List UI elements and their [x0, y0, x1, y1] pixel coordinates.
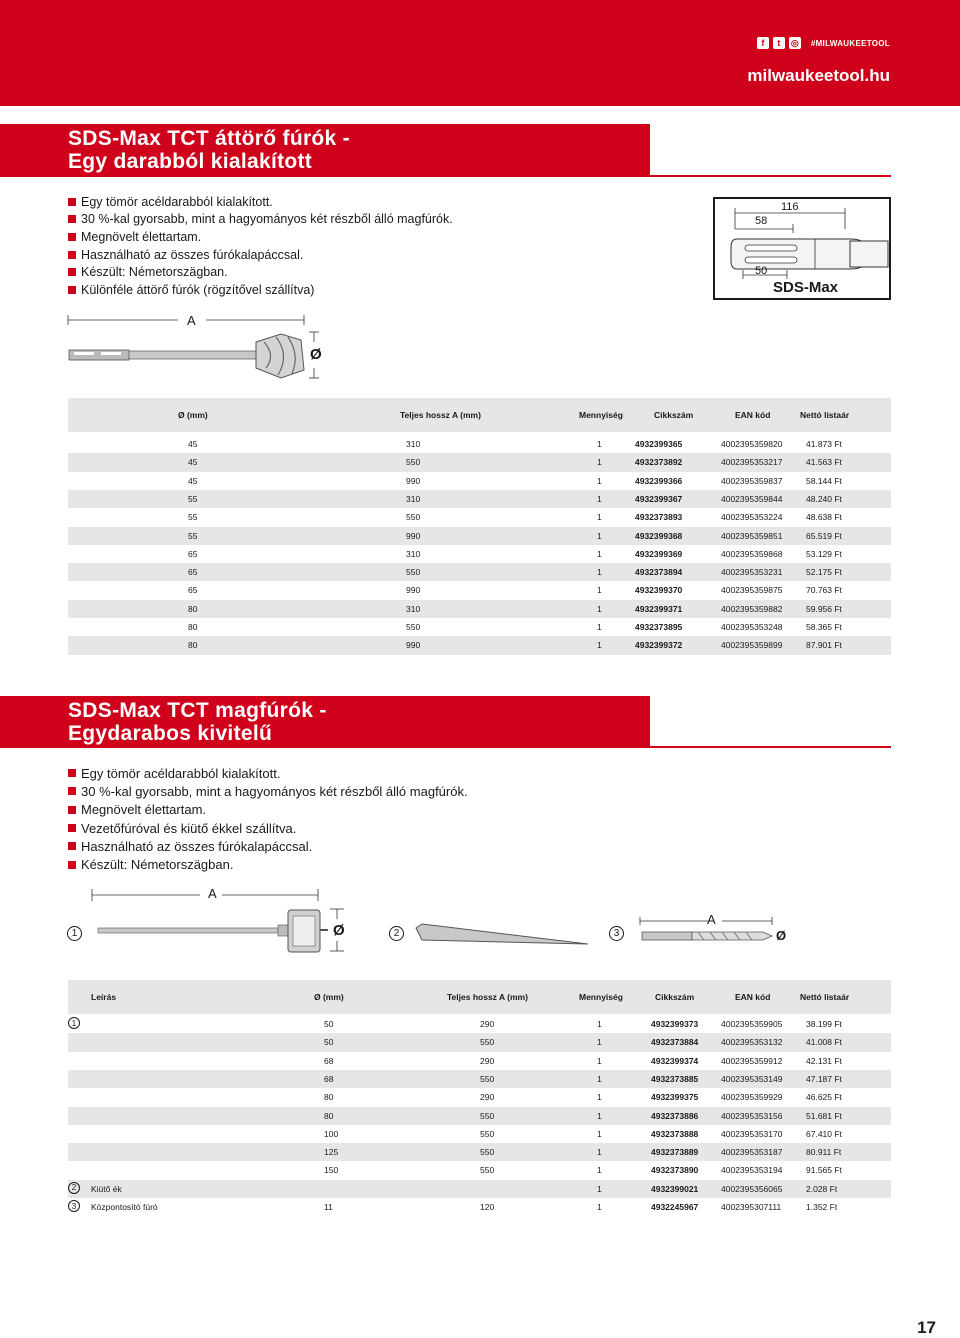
table-cell: 4932373893	[635, 512, 683, 523]
table-cell: 4932373890	[651, 1165, 699, 1176]
table-cell: 68	[324, 1055, 334, 1066]
table-cell: 4932399373	[651, 1019, 699, 1029]
table-cell: 550	[480, 1128, 495, 1139]
section2-title-line2: Egydarabos kivitelű	[68, 722, 273, 745]
bullet-text: Készült: Németorszägban.	[81, 265, 228, 280]
facebook-icon[interactable]: f	[757, 37, 769, 49]
table-cell: 70.763 Ft	[806, 585, 842, 596]
table-cell: 1	[597, 1037, 602, 1048]
section1-table-header	[68, 398, 891, 432]
table-cell: 4002395353156	[721, 1110, 783, 1121]
header-bar	[0, 0, 960, 106]
table-cell: 1	[597, 493, 602, 504]
table-row	[68, 563, 891, 581]
table-cell: 550	[406, 622, 421, 632]
table-cell: 1	[597, 640, 602, 651]
bullet-text: Használható az összes fúrókalapáccsal.	[81, 838, 313, 854]
table-cell: 100	[324, 1128, 339, 1139]
table-cell: 65	[188, 548, 198, 559]
table-cell: 45	[188, 439, 198, 449]
table-cell: 4002395359851	[721, 530, 783, 541]
col-length: Teljes hossz A (mm)	[400, 410, 481, 420]
table-cell: 68	[324, 1073, 334, 1084]
section1-bullets	[68, 193, 453, 299]
col-price: Nettó listaár	[800, 992, 850, 1002]
table-cell: 46.625 Ft	[806, 1092, 842, 1103]
table-cell: 290	[480, 1055, 495, 1066]
bullet-text: Használható az összes fúrókalapáccsal.	[81, 247, 304, 262]
table-cell: 1	[597, 457, 602, 468]
table-cell: 4002395307111	[721, 1202, 782, 1212]
table-cell: 80	[324, 1092, 334, 1103]
table-cell: 125	[324, 1147, 339, 1158]
bullet-text: Megnövelt élettartam.	[81, 229, 202, 244]
bullet-item	[68, 263, 453, 281]
table-row	[68, 600, 891, 618]
table-cell: 990	[406, 640, 421, 651]
table-cell: 48.638 Ft	[806, 512, 842, 523]
table-cell: 65	[188, 567, 198, 578]
table-cell: 1	[597, 1183, 602, 1194]
table-cell: 4002395359905	[721, 1019, 783, 1029]
table-row	[68, 1107, 891, 1125]
core-cutter-drawing	[66, 312, 336, 388]
table-row	[68, 1088, 891, 1106]
table-cell: 4002395359875	[721, 585, 783, 596]
section2-bullets	[68, 764, 468, 874]
table-row	[68, 1033, 891, 1051]
table-cell: 1	[597, 1165, 602, 1176]
page-number: 17	[917, 1318, 936, 1337]
bullet-text: Egy tömör acéldarabból kialakított.	[81, 765, 281, 781]
bullet-text: Készült: Németorszägban.	[81, 857, 234, 873]
table-cell: 550	[480, 1073, 495, 1084]
table-row	[68, 1143, 891, 1161]
core-bit-drawing	[90, 885, 350, 955]
table-row	[68, 545, 891, 563]
table-cell: 4932399370	[635, 585, 683, 596]
section1-dim-a: A	[187, 313, 196, 328]
bullet-item	[68, 281, 453, 299]
bullet-square-icon	[68, 198, 76, 206]
marker-1: 1	[67, 926, 82, 941]
bullet-item	[68, 228, 453, 246]
table-cell: 55	[188, 530, 198, 541]
table-cell: 310	[406, 548, 421, 559]
row-description: Kiütő ék	[91, 1183, 122, 1194]
table-cell: 4932399366	[635, 475, 683, 486]
social-links	[757, 37, 890, 49]
table-cell: 550	[406, 457, 421, 468]
marker-2: 2	[389, 926, 404, 941]
table-cell: 990	[406, 530, 421, 541]
table-row	[68, 618, 891, 636]
hashtag: #MILWAUKEETOOL	[810, 38, 890, 48]
table-cell: 4002395353149	[721, 1073, 783, 1084]
bullet-square-icon	[68, 286, 76, 294]
table-cell: 47.187 Ft	[806, 1073, 842, 1084]
table-cell: 1	[597, 512, 602, 523]
table-cell: 51.681 Ft	[806, 1110, 842, 1121]
table-cell: 4932373885	[651, 1073, 699, 1084]
table-cell: 4002395353217	[721, 457, 783, 468]
bullet-item	[68, 837, 468, 855]
table-cell: 4002395359868	[721, 548, 783, 559]
table-cell: 1	[597, 1092, 602, 1103]
section2-divider	[0, 746, 891, 748]
table-cell: 1	[597, 1019, 602, 1029]
table-cell: 4002395353132	[721, 1037, 783, 1048]
table-cell: 4002395359929	[721, 1092, 783, 1103]
table-cell: 4932373886	[651, 1110, 699, 1121]
bullet-item	[68, 782, 468, 800]
table-cell: 4002395353224	[721, 512, 783, 523]
table-cell: 4932399367	[635, 493, 683, 504]
table-cell: 42.131 Ft	[806, 1055, 842, 1066]
table-cell: 4932399371	[635, 603, 683, 614]
table-cell: 45	[188, 475, 198, 486]
table-cell: 290	[480, 1019, 495, 1029]
table-cell: 38.199 Ft	[806, 1019, 842, 1029]
col-price: Nettó listaár	[800, 410, 850, 420]
table-cell: 1	[597, 1055, 602, 1066]
table-cell: 1	[597, 1110, 602, 1121]
bullet-square-icon	[68, 861, 76, 869]
table-row	[68, 472, 891, 490]
dim-upper: 58	[755, 215, 768, 227]
table-cell: 1	[597, 1202, 602, 1212]
table-cell: 310	[406, 493, 421, 504]
table-row	[68, 1015, 891, 1033]
table-cell: 80	[188, 640, 198, 651]
section2-title-line1: SDS-Max TCT magfúrók -	[68, 699, 327, 722]
table-cell: 11	[324, 1202, 333, 1212]
bullet-item	[68, 855, 468, 873]
table-row	[68, 1125, 891, 1143]
row-marker: 3	[68, 1200, 80, 1212]
shank-label: SDS-Max	[773, 279, 839, 296]
section2-dim-a-pilot: A	[707, 912, 716, 927]
bullet-square-icon	[68, 787, 76, 795]
col-ean: EAN kód	[735, 410, 771, 420]
table-cell: 4002395359820	[721, 439, 783, 449]
bullet-item	[68, 764, 468, 782]
table-cell: 80.911 Ft	[806, 1147, 842, 1158]
col-qty: Mennyiség	[579, 992, 623, 1002]
table-cell: 4932399368	[635, 530, 683, 541]
instagram-icon[interactable]: ◎	[789, 37, 801, 49]
table-cell: 55	[188, 512, 198, 523]
section1-divider	[0, 175, 891, 177]
bullet-item	[68, 246, 453, 264]
table-cell: 4932399021	[651, 1183, 699, 1194]
bullet-square-icon	[68, 806, 76, 814]
table-cell: 4932399375	[651, 1092, 699, 1103]
table-cell: 4002395359844	[721, 493, 783, 504]
table-row	[68, 435, 891, 453]
table-cell: 1	[597, 439, 602, 449]
marker-3: 3	[609, 926, 624, 941]
table-cell: 58.365 Ft	[806, 622, 842, 632]
table-cell: 50	[324, 1037, 334, 1048]
section2-dim-a: A	[208, 886, 217, 901]
table-cell: 50	[324, 1019, 334, 1029]
bullet-item	[68, 819, 468, 837]
table-row	[68, 581, 891, 599]
bullet-square-icon	[68, 233, 76, 241]
row-description: Központosító fúró	[91, 1202, 158, 1212]
table-cell: 1	[597, 603, 602, 614]
table-cell: 550	[480, 1165, 495, 1176]
table-cell: 1	[597, 622, 602, 632]
table-cell: 1	[597, 475, 602, 486]
table-cell: 4932373888	[651, 1128, 699, 1139]
table-cell: 4002395353248	[721, 622, 783, 632]
table-cell: 4002395359899	[721, 640, 783, 651]
table-cell: 4002395359837	[721, 475, 783, 486]
dim-total: 116	[781, 201, 799, 213]
bullet-square-icon	[68, 215, 76, 223]
table-cell: 4932373892	[635, 457, 683, 468]
table-row	[68, 1052, 891, 1070]
section2-title	[0, 696, 650, 747]
bullet-text: Különféle áttörő fúrók (rögzítővel szállítva)	[81, 282, 315, 297]
bullet-text: Vezetőfúróval és kiütő ékkel szállítva.	[81, 820, 297, 836]
section1-title	[0, 124, 650, 176]
table-cell: 80	[324, 1110, 334, 1121]
section1-title-line2: Egy darabból kialakított	[68, 150, 313, 173]
table-cell: 4002395353194	[721, 1165, 783, 1176]
bullet-item	[68, 193, 453, 211]
table-cell: 4002395359912	[721, 1055, 783, 1066]
table-cell: 4002395356065	[721, 1183, 783, 1194]
row-marker: 1	[68, 1017, 80, 1029]
table-cell: 59.956 Ft	[806, 603, 842, 614]
table-cell: 41.008 Ft	[806, 1037, 842, 1048]
bullet-square-icon	[68, 824, 76, 832]
table-cell: 310	[406, 603, 421, 614]
col-code: Cikkszám	[655, 992, 695, 1002]
table-cell: 120	[480, 1202, 495, 1212]
table-cell: 41.873 Ft	[806, 439, 842, 449]
col-qty: Mennyiség	[579, 410, 623, 420]
section2-table-header	[68, 980, 891, 1014]
table-cell: 550	[480, 1037, 495, 1048]
table-cell: 80	[188, 603, 198, 614]
table-cell: 990	[406, 475, 421, 486]
bullet-item	[68, 211, 453, 229]
table-cell: 4932373894	[635, 567, 683, 578]
bullet-square-icon	[68, 842, 76, 850]
table-cell: 53.129 Ft	[806, 548, 842, 559]
table-cell: 150	[324, 1165, 339, 1176]
bullet-text: 30 %-kal gyorsabb, mint a hagyományos két részből álló magfúrók.	[81, 212, 453, 227]
section2-dim-d-pilot: Ø	[776, 928, 787, 943]
bullet-item	[68, 801, 468, 819]
table-cell: 67.410 Ft	[806, 1128, 842, 1139]
table-cell: 55	[188, 493, 198, 504]
table-row	[68, 1180, 891, 1198]
section2-dim-d: Ø	[333, 922, 345, 939]
table-row	[68, 1161, 891, 1179]
table-cell: 1	[597, 1147, 602, 1158]
table-row	[68, 527, 891, 545]
table-cell: 80	[188, 622, 198, 632]
sds-max-shank-diagram	[713, 197, 891, 300]
col-diameter: Ø (mm)	[178, 410, 208, 420]
table-row	[68, 636, 891, 654]
table-cell: 58.144 Ft	[806, 475, 842, 486]
table-cell: 4932399369	[635, 548, 683, 559]
table-cell: 1	[597, 1128, 602, 1139]
table-cell: 4002395353170	[721, 1128, 783, 1139]
pilot-drill-drawing	[638, 915, 798, 955]
table-row	[68, 508, 891, 526]
table-cell: 1	[597, 567, 602, 578]
table-row	[68, 1070, 891, 1088]
table-cell: 45	[188, 457, 198, 468]
table-cell: 2.028 Ft	[806, 1183, 838, 1194]
table-cell: 4002395359882	[721, 603, 783, 614]
col-length: Teljes hossz A (mm)	[447, 992, 528, 1002]
table-cell: 550	[406, 512, 421, 523]
site-url[interactable]: milwaukeetool.hu	[747, 66, 890, 85]
table-cell: 52.175 Ft	[806, 567, 842, 578]
table-cell: 91.565 Ft	[806, 1165, 842, 1176]
table-cell: 48.240 Ft	[806, 493, 842, 504]
table-row	[68, 490, 891, 508]
table-cell: 550	[406, 567, 421, 578]
table-cell: 4932373884	[651, 1037, 699, 1048]
twitter-icon[interactable]: t	[773, 37, 785, 49]
bullet-text: Egy tömör acéldarabból kialakított.	[81, 194, 273, 209]
table-cell: 1	[597, 1073, 602, 1084]
table-cell: 4932373889	[651, 1147, 699, 1158]
table-cell: 1	[597, 548, 602, 559]
table-cell: 87.901 Ft	[806, 640, 842, 651]
bullet-square-icon	[68, 268, 76, 276]
table-cell: 41.563 Ft	[806, 457, 842, 468]
table-cell: 1	[597, 530, 602, 541]
table-row	[68, 1198, 891, 1216]
table-cell: 4932399365	[635, 439, 683, 449]
table-cell: 290	[480, 1092, 495, 1103]
table-cell: 550	[480, 1110, 495, 1121]
table-cell: 4002395353231	[721, 567, 783, 578]
bullet-text: Megnövelt élettartam.	[81, 802, 207, 818]
table-cell: 4932399372	[635, 640, 683, 651]
table-cell: 990	[406, 585, 421, 596]
table-cell: 65.519 Ft	[806, 530, 842, 541]
table-row	[68, 453, 891, 471]
dim-lower: 50	[755, 265, 768, 277]
table-cell: 310	[406, 439, 421, 449]
bullet-square-icon	[68, 769, 76, 777]
col-ean: EAN kód	[735, 992, 771, 1002]
table-cell: 1	[597, 585, 602, 596]
table-cell: 550	[480, 1147, 495, 1158]
table-cell: 4002395353187	[721, 1147, 783, 1158]
table-cell: 4932373895	[635, 622, 683, 632]
bullet-square-icon	[68, 251, 76, 259]
col-desc: Leírás	[91, 992, 117, 1002]
drift-key-drawing	[412, 920, 592, 950]
table-cell: 4932245967	[651, 1202, 699, 1212]
table-cell: 65	[188, 585, 198, 596]
col-code: Cikkszám	[654, 410, 694, 420]
table-cell: 1.352 Ft	[806, 1202, 838, 1212]
section1-dim-d: Ø	[310, 346, 322, 363]
section1-title-line1: SDS-Max TCT áttörő fúrók -	[68, 127, 350, 150]
col-diameter: Ø (mm)	[314, 992, 344, 1002]
row-marker: 2	[68, 1182, 80, 1194]
bullet-text: 30 %-kal gyorsabb, mint a hagyományos két részből álló magfúrók.	[81, 783, 468, 799]
table-cell: 4932399374	[651, 1055, 699, 1066]
